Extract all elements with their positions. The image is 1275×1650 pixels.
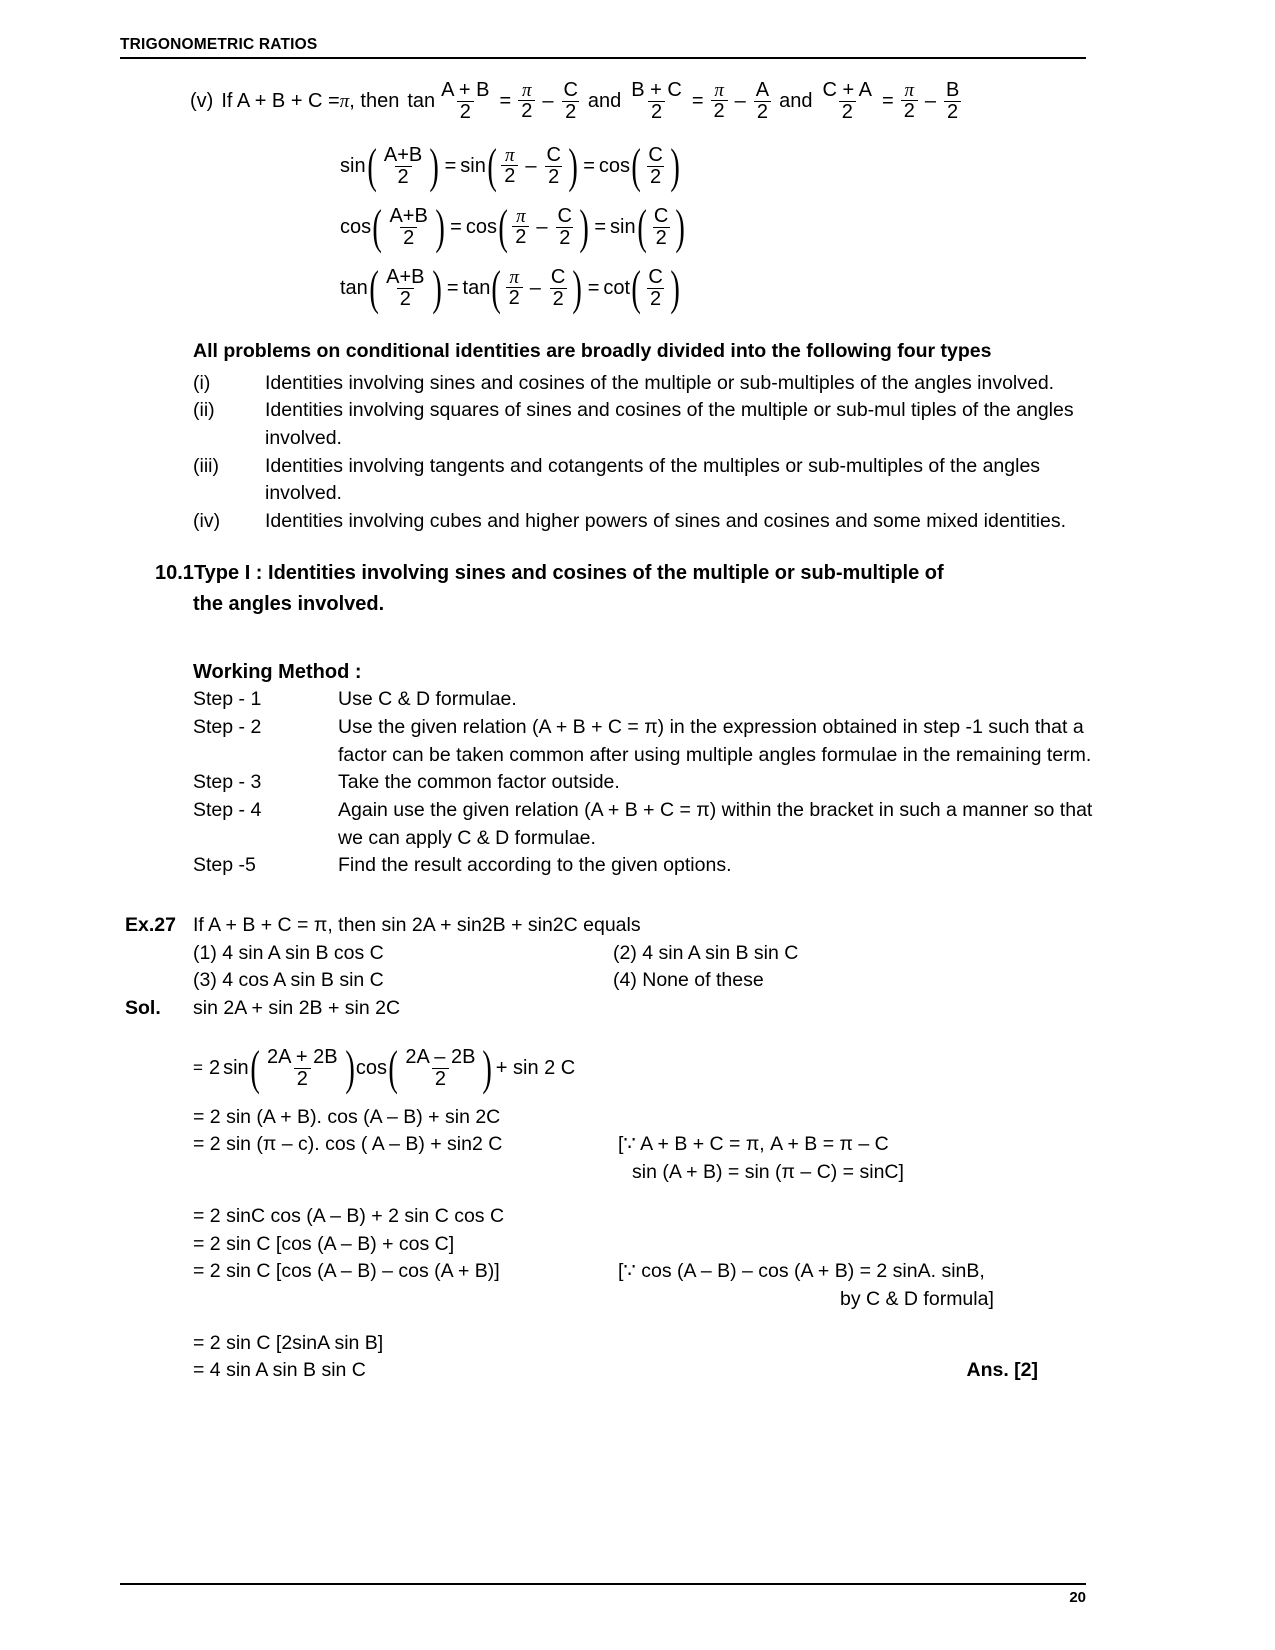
list-item [193, 370, 1093, 398]
fraction-ca2: $\frac{C + A}{2}$ [822, 79, 872, 123]
fraction-a2: $\frac{A}{2}$ [755, 79, 770, 123]
working-method-heading: Working Method : [193, 660, 362, 683]
list-marker: (ii) [193, 399, 215, 422]
fn-label: cos [598, 155, 631, 177]
fraction-ab2: $\frac{A+B}{2}$ [389, 205, 428, 249]
fn-label: cos [340, 216, 372, 238]
equals-sign: = [193, 1058, 203, 1078]
step-row [193, 852, 1093, 880]
list-text: Identities involving tangents and cotangents of the multiples or sub-multiples of the angles involved. [265, 454, 1041, 505]
option-3: (3) 4 cos A sin B sin C [193, 969, 384, 992]
example-label: Ex.27 [125, 914, 176, 937]
fraction-pi2-c: $\frac{\pi}{2}$ [901, 81, 918, 123]
step-text: Again use the given relation (A + B + C = π) within the bracket in such a manner so that we can apply C & D formulae. [338, 798, 1093, 849]
paren-close-icon: ) [579, 199, 589, 255]
page-header [120, 36, 1086, 59]
fraction-pi2: $\frac{\pi}{2}$ [512, 207, 529, 249]
paren-open-icon: ( [388, 1039, 398, 1095]
list-text: Identities involving cubes and higher powers of sines and cosines and some mixed identities. [265, 510, 1067, 533]
fraction-c2-result: $\frac{C}{2}$ [648, 266, 663, 310]
tan-label: tan [407, 90, 436, 112]
page-content [0, 74, 1275, 1385]
solution-step-row [193, 1258, 1093, 1286]
fraction-ab2: $\frac{A+B}{2}$ [383, 144, 423, 188]
fn-label: tan [462, 277, 491, 299]
solution-step-row [193, 1131, 1093, 1159]
solution-step-row [193, 1104, 1093, 1132]
solution-step-row [193, 1159, 1093, 1187]
step-row [193, 797, 1093, 852]
step-row [193, 686, 1093, 714]
paren-open-icon: ( [637, 199, 647, 255]
paren-open-icon: ( [250, 1039, 260, 1095]
types-heading: All problems on conditional identities are broadly divided into the following four types [193, 340, 992, 362]
step-row [193, 769, 1093, 797]
fn-label: sin [223, 1056, 249, 1079]
solution-display-equation [193, 1039, 1275, 1095]
list-item [193, 453, 1093, 508]
page-number: 20 [1069, 1589, 1086, 1606]
paren-close-icon: ) [429, 138, 440, 194]
list-item [193, 397, 1093, 452]
solution-step-left: = 2 sin C [cos (A – B) + cos C] [193, 1232, 455, 1255]
item-v-formula: (v) If A + B + C = π , then tan $\frac{A + B}{2}$ = $\frac{\pi}{2}$ – $\frac{C}{2}$ and $\frac{B + C}{2}$ = $\frac{\pi}{2}$ – $\frac{A}{2}$ and $\frac{C + A}{2}$ = $\frac{\pi}{2}$ – $\frac{B}{2}$ [190, 80, 1275, 123]
fn-label: tan [340, 277, 368, 299]
paren-close-icon: ) [568, 138, 578, 194]
identity-formula-tan: tan ( $\frac{A+B}{2}$ ) = tan ( $\frac{\pi}{2}$ – $\frac{C}{2}$ ) = cot ( $\frac{C}{2}$ ) [340, 260, 680, 316]
step-name: Step - 2 [193, 715, 262, 738]
option-1: (1) 4 sin A sin B cos C [193, 941, 384, 964]
solution-step-left: = 2 sin C [cos (A – B) – cos (A + B)] [193, 1260, 500, 1283]
solution-step-note: [∵ A + B + C = π, A + B = π – C [618, 1133, 889, 1156]
fraction-2a-minus-2b-over-2: $\frac{2A - 2B}{2}$ [405, 1045, 476, 1090]
paren-open-icon: ( [491, 260, 502, 316]
answer-label: Ans. [2] [966, 1359, 1038, 1382]
solution-step-note: sin (A + B) = sin (π – C) = sinC] [632, 1161, 904, 1184]
solution-step-left: = 2 sin (π – c). cos ( A – B) + sin2 C [193, 1133, 503, 1156]
step-text: Take the common factor outside. [338, 771, 620, 794]
example-question-row [125, 912, 1095, 940]
fraction-pi2: $\frac{\pi}{2}$ [506, 268, 523, 310]
step-name: Step - 3 [193, 771, 262, 794]
step-text: Find the result according to the given options. [338, 854, 732, 877]
paren-open-icon: ( [487, 138, 497, 194]
equation-tail: + sin 2 C [495, 1056, 576, 1079]
coefficient: 2 [208, 1056, 221, 1079]
header-rule [120, 57, 1086, 59]
example-options-row-1 [125, 940, 1095, 968]
paren-close-icon: ) [670, 260, 680, 316]
types-list [193, 370, 1093, 536]
option-4: (4) None of these [613, 969, 764, 992]
solution-label: Sol. [125, 997, 161, 1020]
paren-open-icon: ( [498, 199, 508, 255]
section-heading-line2: the angles involved. [193, 592, 385, 615]
list-item [193, 508, 1093, 536]
fraction-pi2-b: $\frac{\pi}{2}$ [711, 81, 728, 123]
paren-open-icon: ( [631, 138, 641, 194]
example-question: If A + B + C = π, then sin 2A + sin2B + sin2C equals [193, 914, 641, 937]
solution-step-row [193, 1286, 1093, 1314]
paren-open-icon: ( [369, 260, 379, 316]
paren-close-icon: ) [431, 260, 442, 316]
fraction-c2-result: $\frac{C}{2}$ [648, 144, 663, 188]
page-footer [120, 1583, 1086, 1606]
fn-label: cos [465, 216, 497, 238]
fraction-c2: $\frac{C}{2}$ [550, 266, 566, 310]
solution-step-left: = 4 sin A sin B sin C [193, 1359, 366, 1382]
list-text: Identities involving sines and cosines of the multiple or sub-multiples of the angles involved. [265, 371, 1055, 394]
list-text: Identities involving squares of sines and cosines of the multiple or sub-mul tiples of the angles involved. [265, 399, 1074, 450]
list-marker: (iii) [193, 454, 219, 477]
step-name: Step - 4 [193, 798, 262, 821]
fraction-pi2-a: $\frac{\pi}{2}$ [518, 81, 535, 123]
item-v-lead: If A + B + C = [221, 90, 340, 112]
solution-first-row [125, 995, 1095, 1023]
solution-step-note: by C & D formula] [840, 1287, 994, 1310]
paren-close-icon: ) [345, 1039, 355, 1095]
solution-step-row [193, 1357, 1093, 1385]
identity-row-cos [340, 199, 1275, 255]
identity-formula-cos: cos ( $\frac{A+B}{2}$ ) = cos ( $\frac{\pi}{2}$ – $\frac{C}{2}$ ) = sin ( $\frac{C}{2}$ ) [340, 199, 686, 255]
footer-rule [120, 1583, 1086, 1585]
spacer [125, 967, 193, 995]
spacer [125, 940, 193, 968]
solution-step-row [193, 1203, 1093, 1231]
fraction-ab2: $\frac{A + B}{2}$ [441, 79, 490, 123]
fraction-2a-plus-2b-over-2: $\frac{2A + 2B}{2}$ [266, 1045, 338, 1090]
paren-open-icon: ( [367, 138, 377, 194]
fn-label: sin [460, 155, 486, 177]
paren-close-icon: ) [482, 1039, 493, 1095]
fn-label: sin [610, 216, 636, 238]
option-2: (2) 4 sin A sin B sin C [613, 941, 799, 964]
paren-close-icon: ) [670, 138, 680, 194]
fn-label: cos [355, 1056, 388, 1079]
item-v-then: , then [349, 90, 400, 112]
fraction-c2: $\frac{C}{2}$ [546, 144, 561, 188]
identity-row-tan [340, 260, 1275, 316]
fraction-pi2: $\frac{\pi}{2}$ [501, 146, 518, 188]
solution-step-left: = 2 sinC cos (A – B) + 2 sin C cos C [193, 1204, 505, 1227]
section-number: 10.1 [155, 561, 194, 584]
section-heading [155, 558, 1095, 620]
fraction-c2-a: $\frac{C}{2}$ [563, 79, 578, 123]
step-name: Step - 1 [193, 688, 262, 711]
step-row [193, 714, 1093, 769]
fraction-c2: $\frac{C}{2}$ [557, 205, 572, 249]
step-text: Use C & D formulae. [338, 688, 517, 711]
fn-label: cot [603, 277, 631, 299]
solution-step-row [193, 1231, 1093, 1259]
working-method-block [193, 658, 1093, 880]
example-options-row-2 [125, 967, 1095, 995]
list-marker: (i) [193, 371, 211, 394]
paren-open-icon: ( [372, 199, 383, 255]
paren-close-icon: ) [435, 199, 445, 255]
fn-label: sin [340, 155, 366, 177]
fraction-b2: $\frac{B}{2}$ [945, 79, 960, 123]
paren-close-icon: ) [675, 199, 686, 255]
identity-formula-sin: sin ( $\frac{A+B}{2}$ ) = sin ( $\frac{\pi}{2}$ – $\frac{C}{2}$ ) = cos ( $\frac{C}{2}$ ) [340, 138, 680, 194]
fraction-bc2: $\frac{B + C}{2}$ [631, 79, 682, 123]
list-marker: (iv) [193, 510, 221, 533]
paren-close-icon: ) [572, 260, 583, 316]
identity-row-sin [340, 138, 1275, 194]
header-title: TRIGONOMETRIC RATIOS [120, 36, 318, 53]
solution-step-left: = 2 sin C [2sinA sin B] [193, 1331, 384, 1354]
solution-first-line: sin 2A + sin 2B + sin 2C [193, 997, 401, 1020]
solution-step-left [193, 1286, 618, 1314]
pi-symbol: π [339, 90, 350, 112]
item-v-row [190, 80, 1275, 123]
solution-step-left: = 2 sin (A + B). cos (A – B) + sin 2C [193, 1105, 501, 1128]
paren-open-icon: ( [631, 260, 641, 316]
section-title: Type I : Identities involving sines and cosines of the multiple or sub-multiple of [193, 561, 944, 584]
solution-step-left [193, 1159, 618, 1187]
step-name: Step -5 [193, 854, 256, 877]
solution-step-row [193, 1330, 1093, 1358]
section-heading-line1 [155, 558, 1095, 589]
solution-equation-formula [193, 1039, 1275, 1095]
step-text: Use the given relation (A + B + C = π) in the expression obtained in step -1 such that a factor can be taken common after using multiple angles formulae in the remaining term. [338, 715, 1092, 766]
example-block [125, 912, 1095, 1023]
solution-steps [193, 1104, 1093, 1385]
fraction-ab2: $\frac{A+B}{2}$ [386, 266, 425, 310]
solution-step-note: [∵ cos (A – B) – cos (A + B) = 2 sinA. sinB, [618, 1260, 985, 1283]
fraction-c2-result: $\frac{C}{2}$ [653, 205, 669, 249]
item-v-marker: (v) [190, 90, 214, 112]
